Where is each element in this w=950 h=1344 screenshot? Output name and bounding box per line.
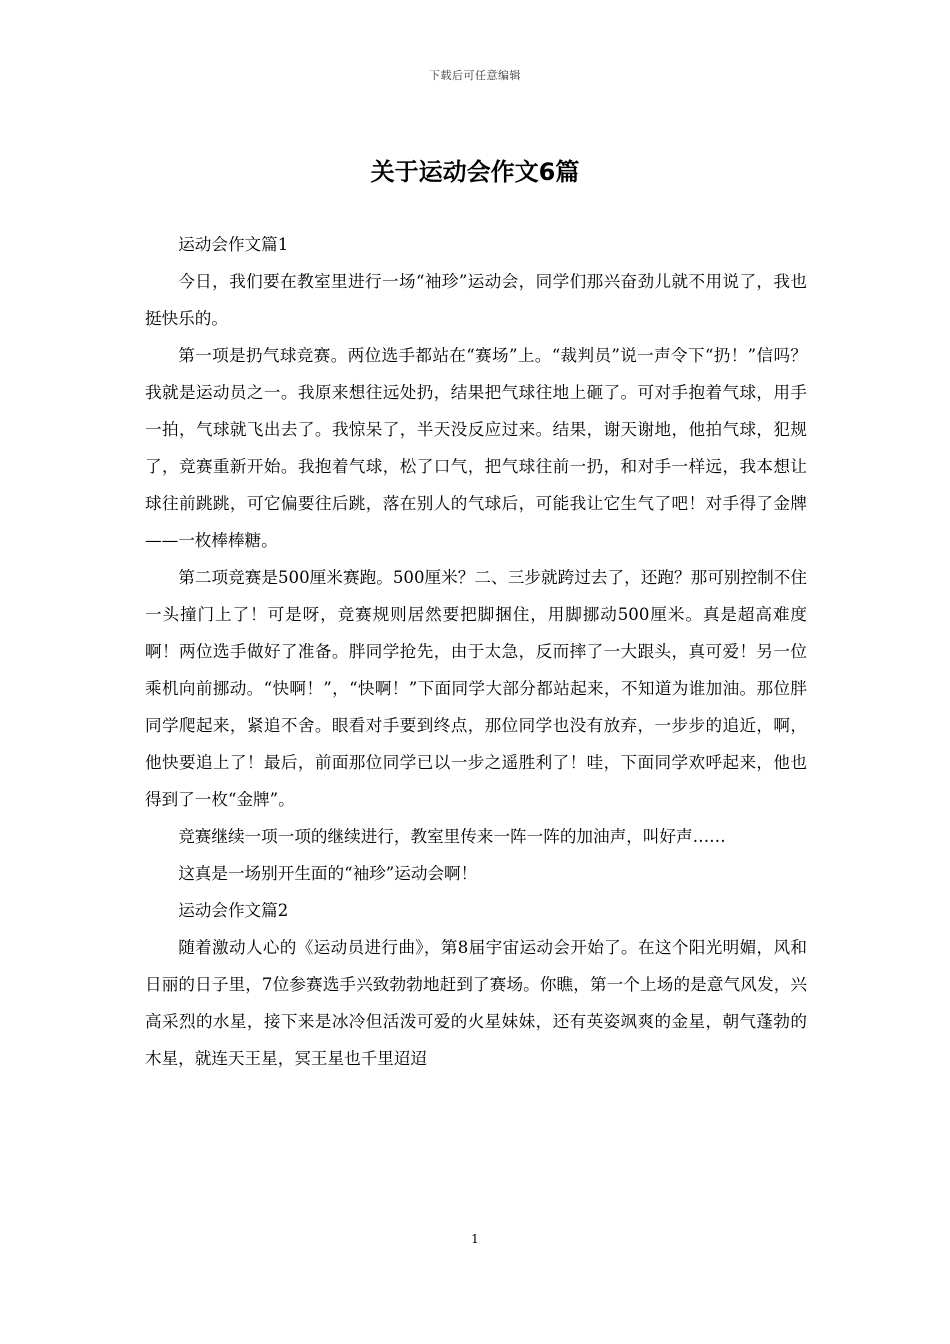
section-heading: 运动会作文篇1 — [178, 235, 289, 254]
paragraph: 随着激动人心的《运动员进行曲》，第8届宇宙运动会开始了。在这个阳光明媚，风和日丽的日子里，7位参赛选手兴致勃勃地赶到了赛场。你瞧，第一个上场的是意气风发，兴高采烈的水星，接下来是冰冷但活泼可爱的火星妹妹，还有英姿飒爽的金星，朝气蓬勃的木星，就连天王星，冥王星也千里迢迢 — [145, 938, 807, 1068]
document-body — [145, 226, 807, 1077]
page-title: 关于运动会作文6篇 — [370, 158, 580, 186]
page-number: 1 — [471, 1232, 479, 1246]
section-heading: 运动会作文篇2 — [178, 901, 289, 920]
paragraph: 第二项竞赛是500厘米赛跑。500厘米？二、三步就跨过去了，还跑？那可别控制不住一头撞门上了！可是呀，竞赛规则居然要把脚捆住，用脚挪动500厘米。真是超高难度啊！两位选手做好了准备。胖同学抢先，由于太急，反而摔了一大跟头，真可爱！另一位乘机向前挪动。“快啊！”，“快啊！”下面同学大部分都站起来，不知道为谁加油。那位胖同学爬起来，紧追不舍。眼看对手要到终点，那位同学也没有放弃，一步步的追近，啊，他快要追上了！最后，前面那位同学已以一步之遥胜利了！哇，下面同学欢呼起来，他也得到了一枚“金牌”。 — [145, 568, 807, 809]
paragraph: 竞赛继续一项一项的继续进行，教室里传来一阵一阵的加油声，叫好声…… — [178, 827, 726, 846]
paragraph: 今日，我们要在教室里进行一场“袖珍”运动会，同学们那兴奋劲儿就不用说了，我也挺快乐的。 — [145, 272, 807, 328]
paragraph: 这真是一场别开生面的“袖珍”运动会啊！ — [178, 864, 478, 883]
paragraph: 第一项是扔气球竞赛。两位选手都站在“赛场”上。“裁判员”说一声令下“扔！”信吗？我就是运动员之一。我原来想往远处扔，结果把气球往地上砸了。可对手抱着气球，用手一拍，气球就飞出去了。我惊呆了，半天没反应过来。结果，谢天谢地，他拍气球，犯规了，竞赛重新开始。我抱着气球，松了口气，把气球往前一扔，和对手一样远，我本想让球往前跳跳，可它偏要往后跳，落在别人的气球后，可能我让它生气了吧！对手得了金牌——一枚棒棒糖。 — [145, 346, 807, 550]
header-note: 下载后可任意编辑 — [429, 69, 521, 82]
